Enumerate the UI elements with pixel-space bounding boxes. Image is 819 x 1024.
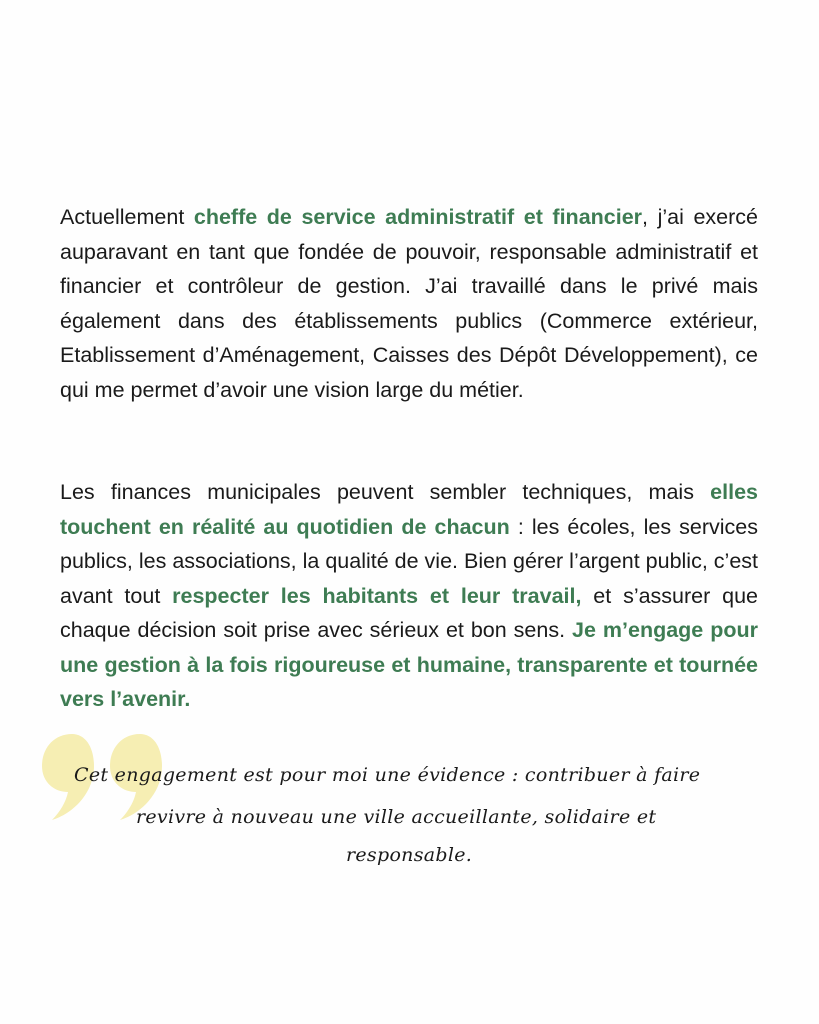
text-segment: , j’ai exercé auparavant en tant que fondée de pouvoir, responsable administratif et financier et contrôleur de gestion. J’ai travaillé dans le privé mais également dans des établissements publics (Commerce extérieur, Etablissement d’Aménagement, Caisses des Dépôt Développement), ce qui me permet d’avoir une vision large du métier. [60, 205, 758, 402]
highlight-commitment: Je m’engage pour une gestion à la fois rigoureuse et humaine, transparente et tournée vers l’avenir. [60, 618, 758, 711]
highlight-role: cheffe de service administratif et financier [193, 205, 643, 229]
handwritten-quote-line-1: Cet engagement est pour moi une évidence : contribuer à faire [74, 764, 701, 786]
handwritten-quote-line-3: responsable. [346, 844, 473, 866]
text-segment: Les finances municipales peuvent sembler techniques, mais [60, 480, 711, 504]
biography-paragraph [60, 200, 758, 407]
highlight-respect: respecter les habitants et leur travail, [172, 583, 582, 608]
text-segment: : les écoles, les services publics, les associations, la qualité de vie. Bien gérer l’argent public, c’est avant tout [60, 514, 758, 608]
text-segment: Actuellement [60, 205, 194, 229]
commitment-paragraph [60, 475, 758, 717]
text-segment: et s’assurer que chaque décision soit prise avec sérieux et bon sens. [60, 583, 759, 642]
highlight-daily-life: elles touchent en réalité au quotidien de chacun [60, 480, 758, 539]
handwritten-quote-line-2: revivre à nouveau une ville accueillante, solidaire et [136, 806, 657, 828]
